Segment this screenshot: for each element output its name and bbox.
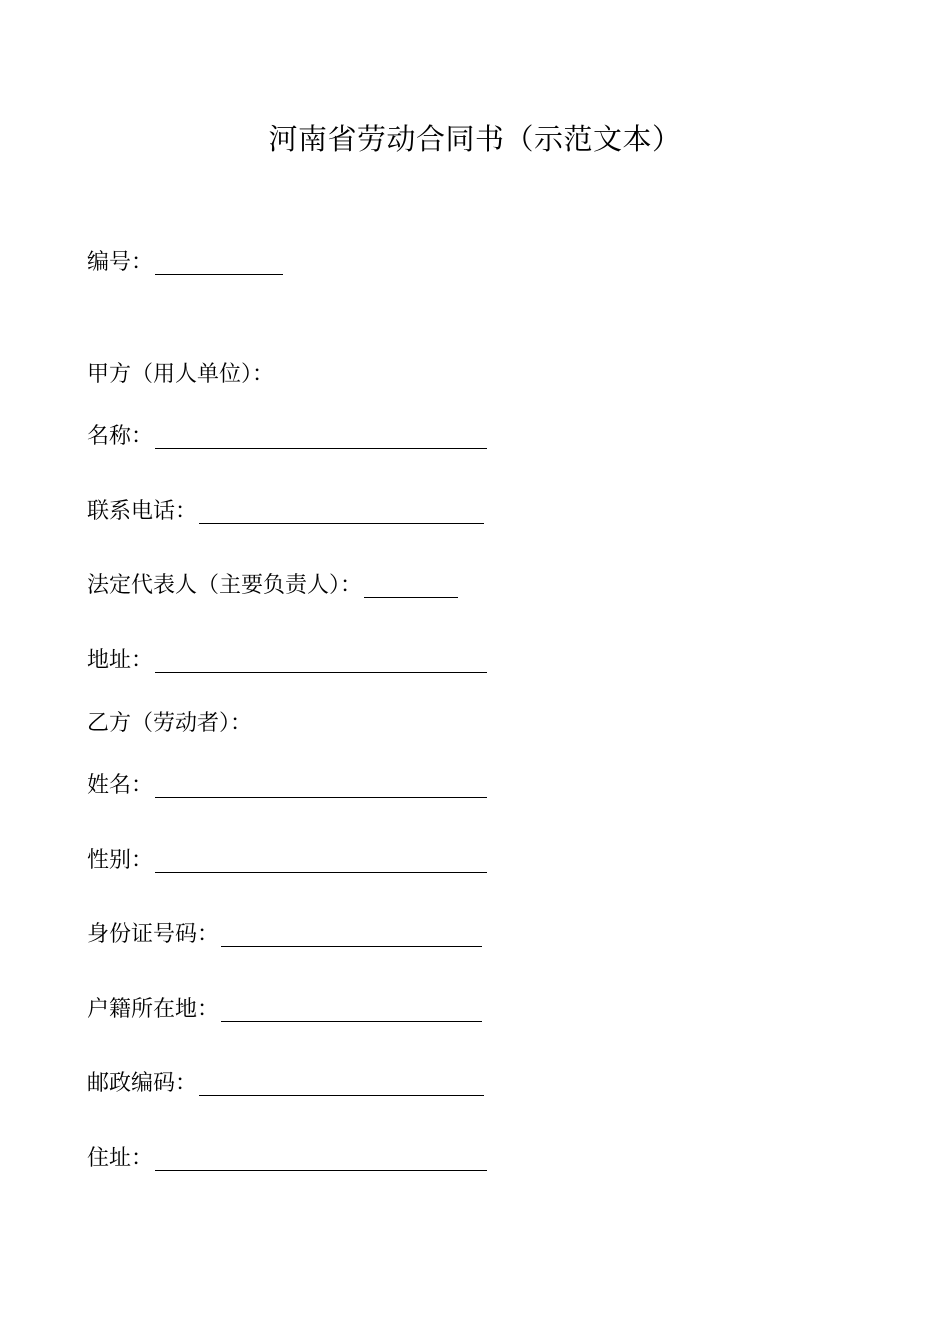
party-a-phone-blank[interactable] (199, 503, 484, 524)
party-b-id-number-label: 身份证号码： (87, 922, 220, 947)
party-b-id-number-blank[interactable] (221, 926, 482, 947)
party-b-household-row (87, 991, 482, 1025)
party-b-heading-row (87, 705, 252, 739)
party-b-id-number-row (87, 916, 482, 950)
party-a-representative-blank[interactable] (364, 577, 458, 598)
party-b-residence-label: 住址： (87, 1146, 154, 1171)
party-b-residence-blank[interactable] (155, 1150, 487, 1171)
party-b-name-blank[interactable] (155, 777, 487, 798)
party-a-name-row (87, 418, 487, 452)
document-title: 河南省劳动合同书（示范文本） (268, 122, 682, 156)
party-b-gender-blank[interactable] (155, 852, 487, 873)
party-b-name-row (87, 767, 487, 801)
party-a-name-label: 名称： (87, 424, 154, 449)
contract-number-label: 编号： (87, 250, 154, 275)
party-a-name-blank[interactable] (155, 428, 487, 449)
party-b-name-label: 姓名： (87, 773, 154, 798)
party-a-representative-label: 法定代表人（主要负责人）： (87, 573, 363, 598)
party-b-gender-row (87, 842, 487, 876)
party-b-heading: 乙方（劳动者）： (87, 711, 253, 736)
party-a-address-blank[interactable] (155, 652, 487, 673)
party-b-household-label: 户籍所在地： (87, 997, 220, 1022)
party-b-gender-label: 性别： (87, 848, 154, 873)
party-b-postcode-row (87, 1065, 484, 1099)
party-a-representative-row (87, 567, 458, 601)
party-a-heading: 甲方（用人单位）： (87, 362, 275, 387)
contract-number-row (87, 244, 283, 278)
party-b-household-blank[interactable] (221, 1001, 482, 1022)
party-b-postcode-blank[interactable] (199, 1075, 484, 1096)
party-a-phone-label: 联系电话： (87, 499, 198, 524)
party-b-residence-row (87, 1140, 487, 1174)
party-a-address-label: 地址： (87, 648, 154, 673)
party-a-phone-row (87, 493, 484, 527)
contract-number-blank[interactable] (155, 254, 283, 275)
party-a-heading-row (87, 356, 274, 390)
party-a-address-row (87, 642, 487, 676)
party-b-postcode-label: 邮政编码： (87, 1071, 198, 1096)
